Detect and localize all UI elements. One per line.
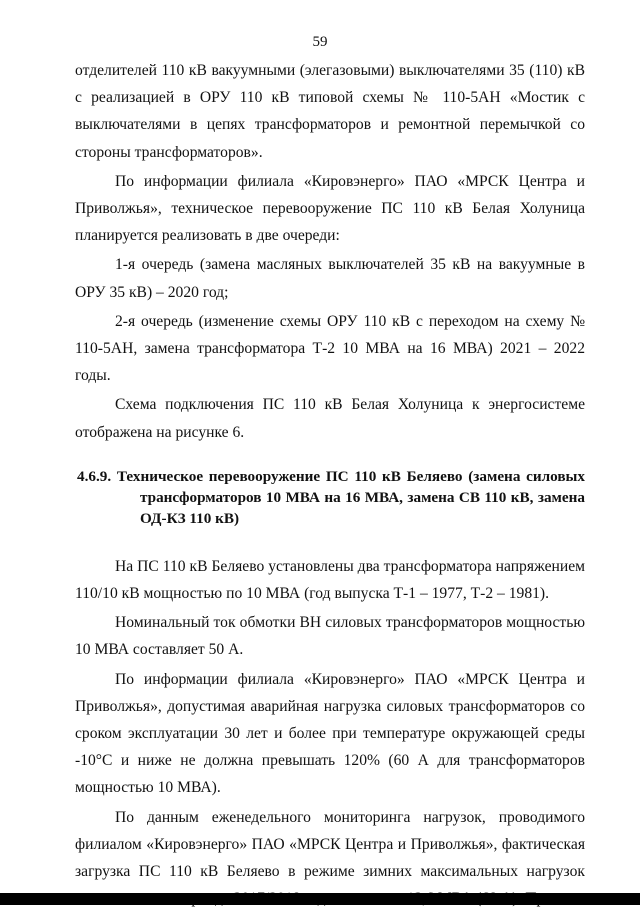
section-heading: 4.6.9. Техническое перевооружение ПС 110 кВ Беляево (замена силовых трансформаторов 10 МВА на 16 МВА, замена СВ 110 кВ, замена ОД-КЗ 110 кВ) [77, 467, 585, 527]
paragraph-plan: По информации филиала «Кировэнерго» ПАО «МРСК Центра и Приволжья», техническое перевооружение ПС 110 кВ Белая Холуница планируется реализовать в две очереди: [75, 172, 585, 245]
paragraph-stage-1: 1-я очередь (замена масляных выключателей 35 кВ на вакуумные в ОРУ 35 кВ) – 2020 год; [75, 256, 585, 301]
paragraph-emergency-load: По информации филиала «Кировэнерго» ПАО «МРСК Центра и Приволжья», допустимая аварийная нагрузка силовых трансформаторов со сроком эксплуатации 30 лет и более при температуре окружающей среды -10°С и ниже не должна превышать 120% (60 А для трансформаторов мощностью 10 МВА). [75, 670, 585, 797]
paragraph-monitoring: По данным еженедельного мониторинга нагрузок, проводимого филиалом «Кировэнерго» ПАО «МРСК Центра и Приволжья», фактическая загрузка ПС 110 кВ Беляево в режиме зимних максимальных нагрузок [75, 808, 585, 881]
paragraph-transformers: На ПС 110 кВ Беляево установлены два трансформатора напряжением 110/10 кВ мощностью по 10 МВА (год выпуска Т-1 – 1977, Т-2 – 1981). [75, 557, 585, 603]
scan-bottom-border [0, 893, 640, 905]
paragraph-continuation: отделителей 110 кВ вакуумными (элегазовыми) выключателями 35 (110) кВ с реализацией в ОРУ 110 кВ типовой схемы № 110-5АН «Мостик с выключателями в цепях трансформаторов и ремонтной перемычкой со стороны трансформаторов». [75, 62, 585, 161]
page-number: 59 [312, 34, 328, 50]
paragraph-scheme-reference: Схема подключения ПС 110 кВ Белая Холуница к энергосистеме отображена на рисунке 6. [75, 396, 585, 441]
paragraph-stage-2: 2-я очередь (изменение схемы ОРУ 110 кВ с переходом на схему № 110-5АН, замена трансформатора Т-2 10 МВА на 16 МВА) 2021 – 2022 годы. [75, 312, 585, 385]
paragraph-rated-current: Номинальный ток обмотки ВН силовых трансформаторов мощностью 10 МВА составляет 50 А. [75, 614, 585, 659]
document-body [75, 57, 585, 912]
